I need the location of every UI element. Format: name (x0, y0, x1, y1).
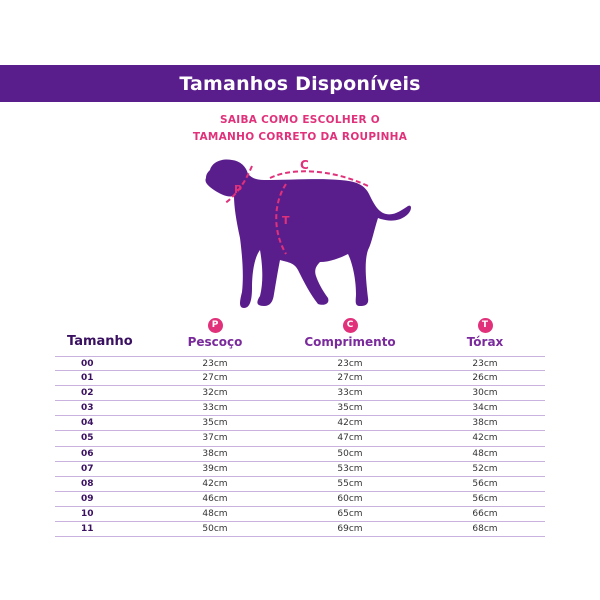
label-t: T (282, 214, 290, 227)
size-cell: 05 (81, 433, 94, 444)
length-column-header (300, 318, 400, 349)
table-row (55, 356, 545, 371)
length-column-label: Comprimento (304, 335, 396, 349)
neck-cell: 35cm (202, 418, 228, 429)
size-cell: 02 (81, 388, 94, 399)
size-cell: 00 (81, 359, 94, 369)
neck-cell: 32cm (202, 388, 228, 399)
neck-cell: 46cm (202, 493, 228, 504)
label-c: C (300, 158, 309, 172)
chest-cell: 38cm (472, 418, 498, 429)
neck-cell: 33cm (202, 403, 228, 414)
length-cell: 27cm (337, 373, 363, 384)
length-cell: 60cm (337, 493, 363, 504)
neck-cell: 38cm (202, 448, 228, 459)
table-row (55, 492, 545, 507)
length-cell: 23cm (337, 359, 363, 369)
size-cell: 08 (81, 478, 94, 489)
length-cell: 35cm (337, 403, 363, 414)
length-cell: 42cm (337, 418, 363, 429)
length-cell: 69cm (337, 524, 363, 535)
length-cell: 33cm (337, 388, 363, 399)
chest-cell: 48cm (472, 448, 498, 459)
size-cell: 07 (81, 463, 94, 474)
chest-cell: 52cm (472, 463, 498, 474)
neck-cell: 48cm (202, 508, 228, 519)
table-body (55, 356, 545, 537)
size-cell: 10 (81, 508, 94, 519)
neck-cell: 42cm (202, 478, 228, 489)
size-column-header: Tamanho (67, 334, 133, 349)
chest-cell: 23cm (472, 359, 498, 369)
size-cell: 04 (81, 418, 94, 429)
length-cell: 55cm (337, 478, 363, 489)
chest-cell: 56cm (472, 478, 498, 489)
chest-cell: 68cm (472, 524, 498, 535)
chest-cell: 42cm (472, 433, 498, 444)
size-cell: 09 (81, 493, 94, 504)
label-p: P (234, 183, 243, 196)
chest-cell: 56cm (472, 493, 498, 504)
length-cell: 47cm (337, 433, 363, 444)
chest-cell: 66cm (472, 508, 498, 519)
neck-cell: 37cm (202, 433, 228, 444)
subtitle-line-2: TAMANHO CORRETO DA ROUPINHA (192, 131, 408, 143)
length-cell: 53cm (337, 463, 363, 474)
table-row (55, 462, 545, 477)
subtitle (0, 112, 600, 146)
size-cell: 03 (81, 403, 94, 414)
table-row (55, 416, 545, 431)
page-title: Tamanhos Disponíveis (179, 72, 421, 95)
size-cell: 06 (81, 448, 94, 459)
chest-cell: 34cm (472, 403, 498, 414)
neck-column-label: Pescoço (187, 335, 243, 349)
table-row (55, 522, 545, 537)
chest-column-header (440, 318, 530, 349)
table-row (55, 371, 545, 386)
table-row (55, 477, 545, 492)
neck-column-header (170, 318, 260, 349)
chest-cell: 26cm (472, 373, 498, 384)
chest-cell: 30cm (472, 388, 498, 399)
table-row (55, 386, 545, 401)
dog-silhouette (205, 159, 411, 308)
size-cell: 01 (81, 373, 94, 384)
length-cell: 65cm (337, 508, 363, 519)
table-row (55, 447, 545, 462)
neck-cell: 23cm (202, 359, 228, 369)
neck-cell: 50cm (202, 524, 228, 535)
length-cell: 50cm (337, 448, 363, 459)
neck-cell: 39cm (202, 463, 228, 474)
dog-measurement-diagram (190, 150, 420, 320)
neck-cell: 27cm (202, 373, 228, 384)
badge-c: C (343, 318, 358, 333)
size-cell: 11 (81, 524, 94, 535)
title-banner (0, 65, 600, 102)
table-row (55, 401, 545, 416)
badge-t: T (478, 318, 493, 333)
badge-p: P (208, 318, 223, 333)
subtitle-line-1: SAIBA COMO ESCOLHER O (219, 114, 381, 126)
table-row (55, 507, 545, 522)
chest-column-label: Tórax (466, 335, 504, 349)
table-row (55, 431, 545, 446)
